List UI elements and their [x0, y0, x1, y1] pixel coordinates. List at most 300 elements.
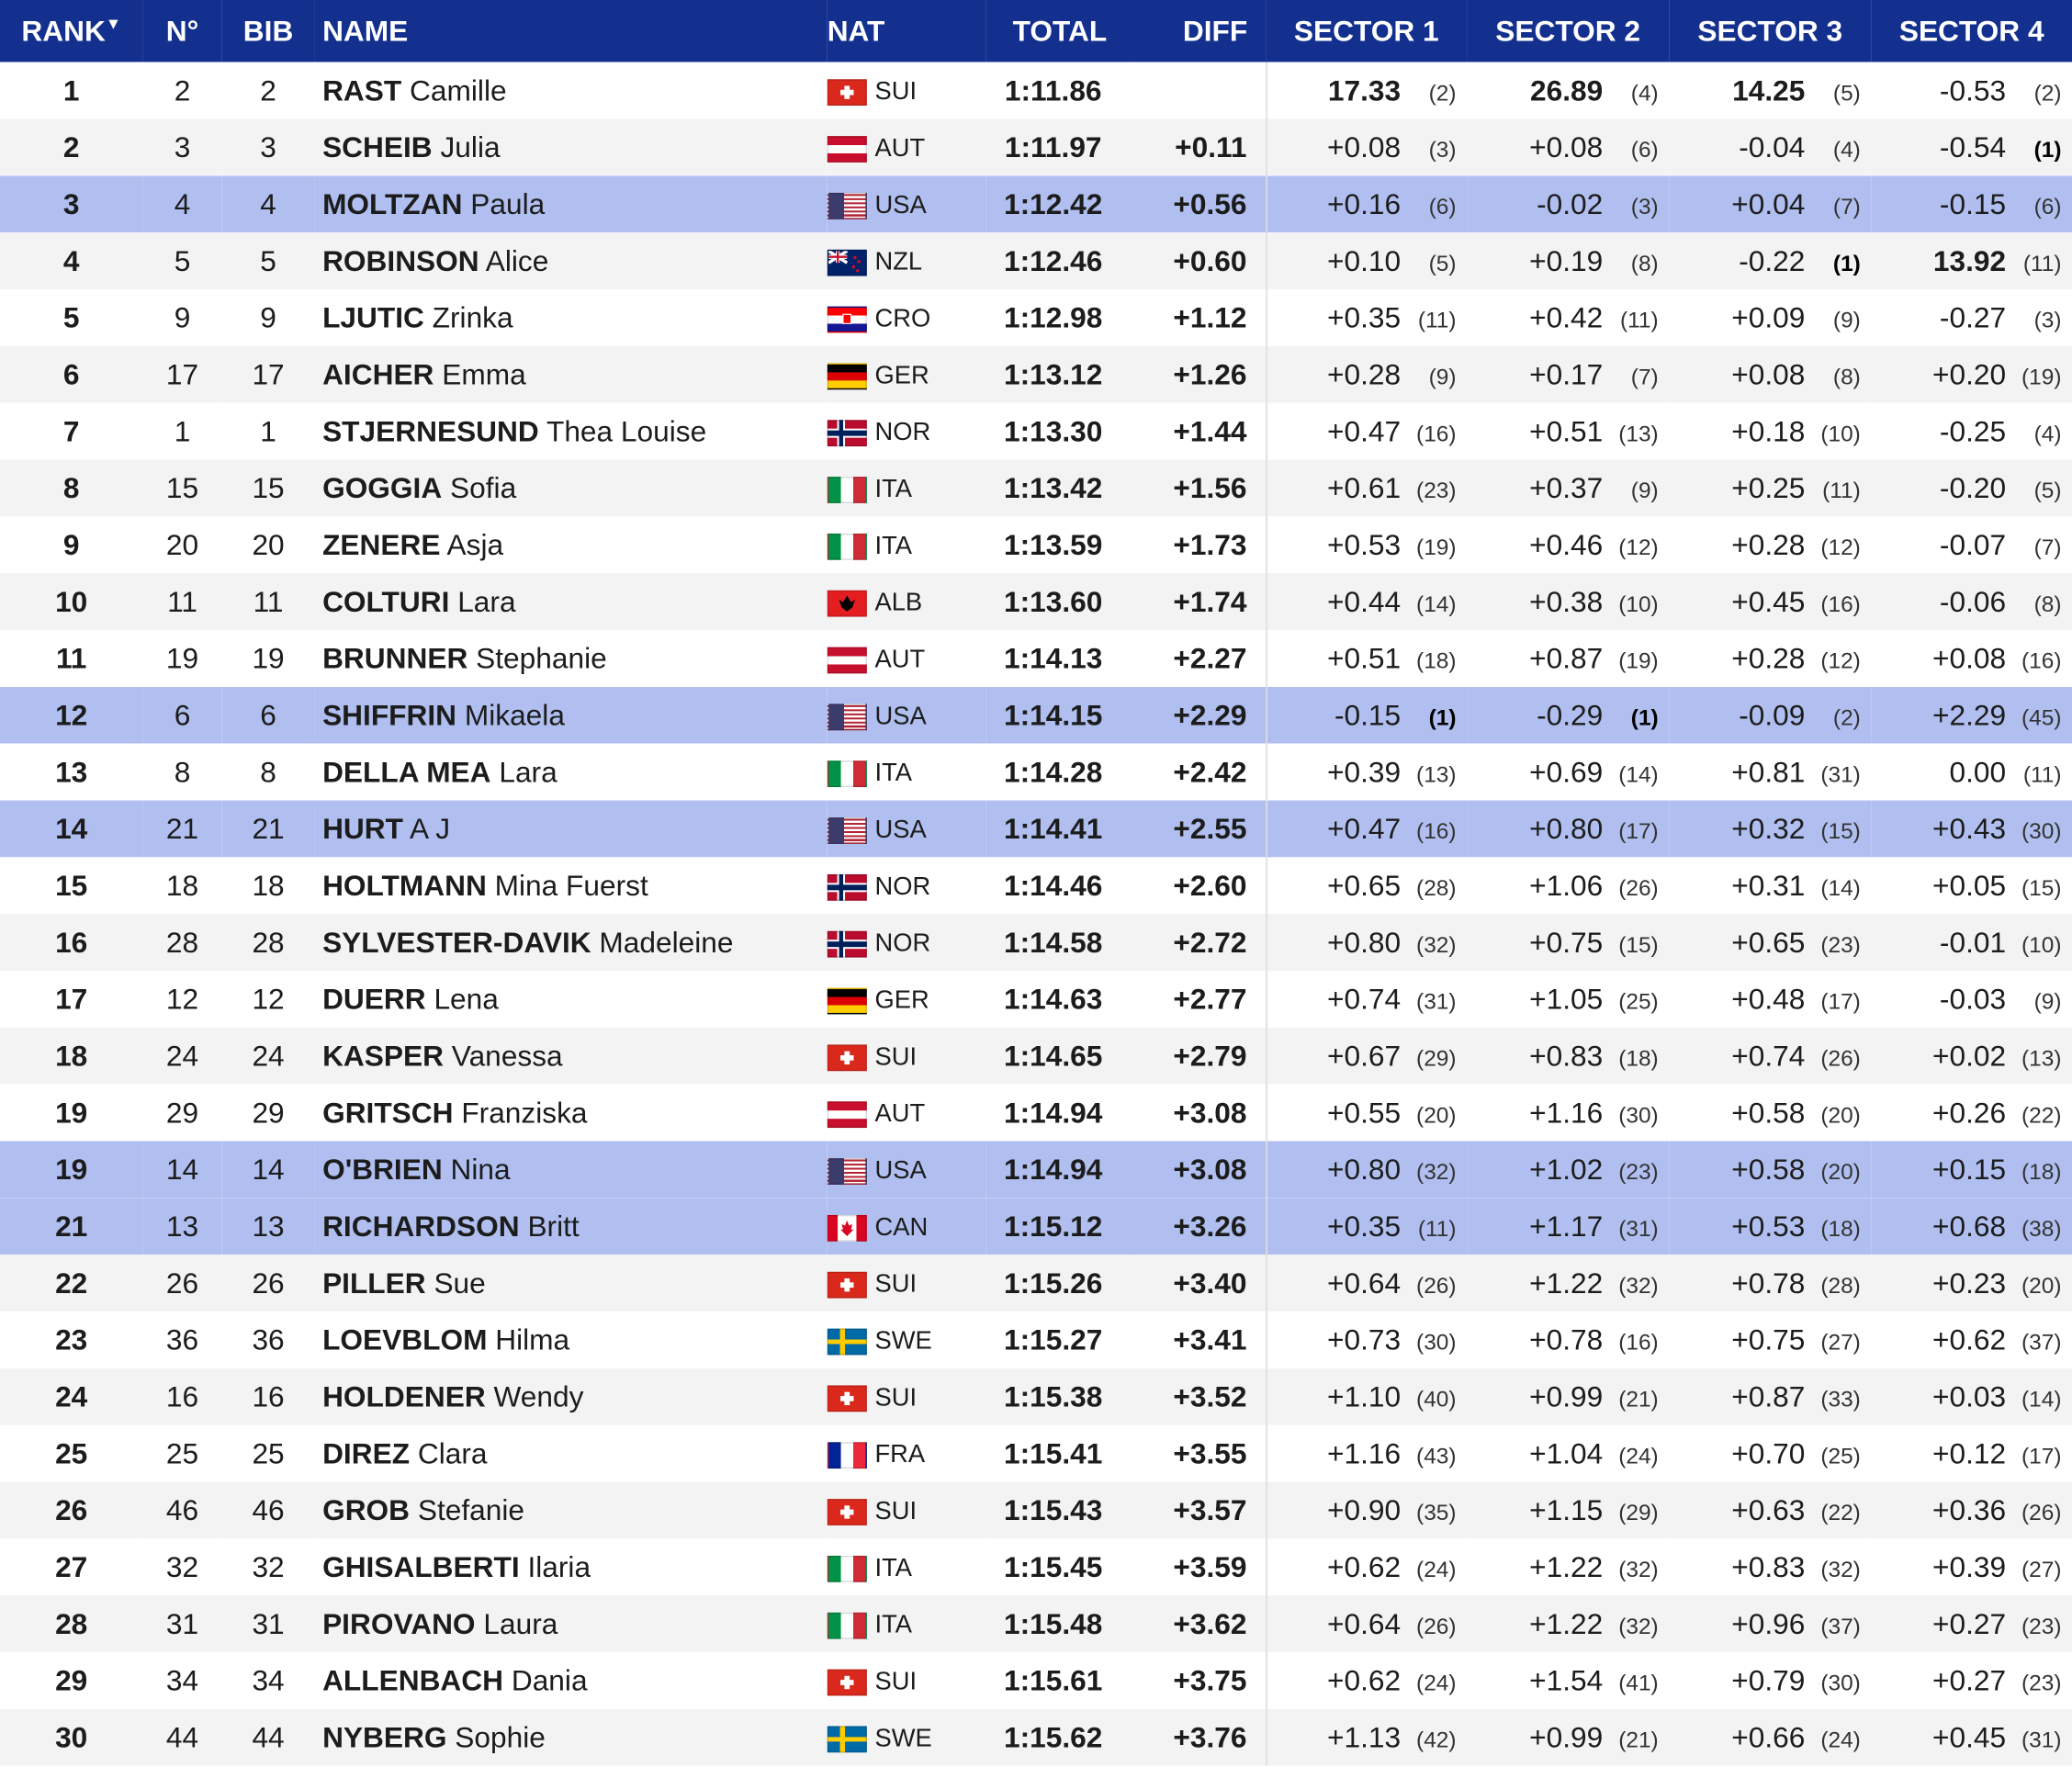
sector-rank: (5)	[1428, 250, 1457, 276]
athlete-surname: STJERNESUND	[322, 413, 539, 447]
athlete-name-cell[interactable]	[314, 232, 827, 289]
bib-cell: 20	[252, 527, 285, 561]
nation-cell	[828, 857, 986, 914]
sector-time: +0.80	[1327, 925, 1402, 959]
sector4-cell	[1871, 459, 2072, 516]
table-row[interactable]	[0, 1085, 2072, 1142]
rank-cell: 7	[62, 413, 80, 447]
sector-time: +0.58	[1731, 1095, 1806, 1129]
sector3-cell	[1669, 1595, 1871, 1652]
sector-rank: (11)	[1619, 307, 1659, 332]
sector-rank: (31)	[1820, 761, 1861, 787]
usa-flag-icon	[828, 703, 867, 730]
start-number-cell: 24	[165, 1038, 199, 1072]
start-number-cell: 3	[174, 129, 191, 163]
athlete-first-name: Sofia	[450, 470, 517, 504]
sector-time: +1.10	[1327, 1379, 1402, 1412]
sector4-cell	[1871, 1709, 2072, 1766]
sector-rank: (20)	[1820, 1158, 1861, 1185]
sector2-cell	[1467, 1481, 1669, 1538]
sector3-cell	[1669, 687, 1871, 744]
sui-flag-icon	[828, 1669, 867, 1695]
total-time-cell: 1:13.42	[1004, 470, 1103, 504]
athlete-name-cell[interactable]	[314, 516, 827, 573]
sector-rank: (37)	[1820, 1613, 1861, 1638]
sector2-cell	[1467, 573, 1669, 630]
table-row[interactable]	[0, 516, 2072, 573]
sector-time: +0.19	[1529, 243, 1604, 277]
bib-cell: 15	[252, 470, 285, 504]
sector3-cell	[1669, 573, 1871, 630]
number-column-header[interactable]: N°	[165, 14, 199, 48]
athlete-name-cell[interactable]	[314, 118, 827, 175]
nation-code: SUI	[874, 1269, 918, 1299]
rank-cell: 4	[62, 243, 80, 277]
sector2-cell	[1467, 289, 1669, 346]
sector-time: +0.58	[1731, 1152, 1806, 1186]
athlete-first-name: Lara	[457, 584, 516, 618]
table-header	[0, 0, 2072, 62]
start-number-cell: 12	[165, 982, 199, 1016]
sector-rank: (16)	[1416, 817, 1457, 844]
sector-rank: (32)	[1416, 1158, 1457, 1185]
athlete-name-cell[interactable]	[314, 744, 827, 801]
table-row[interactable]	[0, 1595, 2072, 1652]
sector-time: +0.39	[1327, 754, 1402, 788]
rank-cell: 10	[55, 584, 88, 618]
athlete-name-cell[interactable]	[314, 1652, 827, 1709]
bib-cell: 2	[260, 73, 276, 107]
athlete-surname: HURT	[322, 811, 403, 845]
start-number-cell: 1	[174, 413, 191, 447]
athlete-first-name: Lena	[434, 982, 499, 1016]
nation-code: SUI	[874, 1667, 918, 1695]
sector-time: +1.54	[1529, 1663, 1604, 1697]
sector-time: +0.69	[1529, 754, 1604, 788]
sector-time: +0.47	[1327, 413, 1402, 447]
athlete-surname: ROBINSON	[322, 243, 479, 277]
name-column-header[interactable]: NAME	[322, 14, 409, 48]
athlete-name-cell[interactable]	[314, 1538, 827, 1595]
sector-rank: (24)	[1820, 1727, 1861, 1752]
sector2-cell	[1467, 630, 1669, 687]
sector1-cell	[1266, 971, 1467, 1028]
sector-rank: (11)	[2022, 250, 2062, 276]
sector3-cell	[1669, 289, 1871, 346]
sector4-cell	[1871, 232, 2072, 289]
athlete-first-name: Clara	[417, 1435, 488, 1469]
athlete-name-cell[interactable]	[314, 403, 827, 460]
athlete-surname: ALLENBACH	[322, 1663, 504, 1697]
total-column-header[interactable]: TOTAL	[1012, 14, 1108, 48]
sector1-cell	[1266, 459, 1467, 516]
table-row[interactable]	[0, 1141, 2072, 1198]
start-number-cell: 34	[165, 1663, 199, 1697]
sector4-cell	[1871, 1481, 2072, 1538]
athlete-name-cell[interactable]	[314, 1198, 827, 1255]
sector4-cell	[1871, 630, 2072, 687]
table-row[interactable]	[0, 1481, 2072, 1538]
sector-rank: (19)	[1416, 534, 1457, 559]
sector-time: +0.08	[1529, 129, 1604, 163]
sector-time: +0.38	[1529, 584, 1604, 618]
sector-time: +0.73	[1327, 1322, 1402, 1356]
sector-time: +0.79	[1731, 1663, 1806, 1697]
sector-time: -0.07	[1939, 527, 2007, 561]
athlete-name-cell[interactable]	[314, 800, 827, 857]
sector1-cell	[1266, 744, 1467, 801]
sector-time: 26.89	[1530, 73, 1604, 107]
bib-cell: 3	[260, 129, 276, 163]
table-row[interactable]	[0, 1368, 2072, 1425]
sector4-column-header[interactable]: SECTOR 4	[1898, 14, 2044, 48]
table-row[interactable]	[0, 630, 2072, 687]
nation-cell	[828, 1538, 986, 1595]
nation-cell	[828, 1368, 986, 1425]
sector-time: +2.29	[1931, 697, 2007, 731]
table-row[interactable]	[0, 573, 2072, 630]
athlete-name-cell[interactable]	[314, 1368, 827, 1425]
sector-time: -0.15	[1334, 697, 1402, 731]
sector-time: -0.54	[1939, 129, 2007, 163]
athlete-first-name: Paula	[470, 186, 546, 220]
total-time-cell: 1:14.28	[1004, 754, 1103, 788]
sector-time: 14.25	[1732, 73, 1806, 107]
diff-cell	[1133, 62, 1266, 119]
start-number-cell: 5	[174, 243, 191, 277]
sector3-cell	[1669, 118, 1871, 175]
sector-rank: (7)	[1630, 364, 1659, 389]
sector-time: +1.15	[1529, 1492, 1604, 1526]
athlete-name-cell[interactable]	[314, 630, 827, 687]
start-number-cell: 20	[165, 527, 199, 561]
sector1-cell	[1266, 1198, 1467, 1255]
table-row[interactable]	[0, 175, 2072, 232]
diff-cell: +1.26	[1133, 346, 1266, 403]
athlete-first-name: Alice	[485, 243, 549, 277]
nation-cell	[828, 118, 986, 175]
nation-code: NOR	[874, 418, 931, 446]
sector-rank: (18)	[1416, 647, 1457, 673]
athlete-first-name: Lara	[499, 754, 557, 788]
athlete-first-name: Nina	[450, 1152, 511, 1186]
table-row[interactable]	[0, 403, 2072, 460]
table-row[interactable]	[0, 687, 2072, 744]
nor-flag-icon	[828, 930, 867, 957]
table-row[interactable]	[0, 118, 2072, 175]
table-row[interactable]	[0, 1425, 2072, 1482]
athlete-name-cell[interactable]	[314, 573, 827, 630]
sector-time: +0.17	[1529, 356, 1604, 390]
sector-time: +0.28	[1327, 356, 1402, 390]
table-row[interactable]	[0, 971, 2072, 1028]
sector-rank: (41)	[1618, 1670, 1659, 1695]
sector-rank: (30)	[1618, 1102, 1659, 1128]
table-row[interactable]	[0, 289, 2072, 346]
total-time-cell: 1:15.62	[1004, 1719, 1103, 1753]
cro-flag-icon	[828, 306, 867, 332]
nation-cell	[828, 1028, 986, 1085]
athlete-name-cell[interactable]	[314, 1425, 827, 1482]
nation-cell	[828, 1652, 986, 1709]
athlete-name-cell[interactable]	[314, 971, 827, 1028]
sector-time: +0.45	[1931, 1719, 2007, 1753]
diff-cell: +3.41	[1133, 1311, 1266, 1368]
sector-rank: (4)	[1630, 79, 1659, 106]
sector3-cell	[1669, 1028, 1871, 1085]
sector4-cell	[1871, 857, 2072, 914]
table-row[interactable]	[0, 1311, 2072, 1368]
sector-time: +0.83	[1529, 1038, 1604, 1072]
total-time-cell: 1:14.13	[1004, 641, 1103, 675]
sector-rank: (32)	[1618, 1613, 1659, 1638]
athlete-name-cell[interactable]	[314, 1481, 827, 1538]
sui-flag-icon	[828, 1271, 867, 1298]
sector-rank: (16)	[2021, 647, 2062, 673]
table-row[interactable]	[0, 800, 2072, 857]
sector-time: +0.78	[1731, 1266, 1806, 1300]
sector-rank: (8)	[1630, 250, 1659, 276]
table-row[interactable]	[0, 857, 2072, 914]
athlete-name-cell[interactable]	[314, 687, 827, 744]
usa-flag-icon	[828, 1158, 867, 1185]
sector2-cell	[1467, 1368, 1669, 1425]
athlete-name-cell[interactable]	[314, 62, 827, 119]
sui-flag-icon	[828, 79, 867, 106]
athlete-name-cell[interactable]	[314, 289, 827, 346]
sector-rank: (18)	[1618, 1045, 1659, 1071]
sector-rank: (11)	[1417, 1215, 1457, 1242]
sector-time: +0.65	[1327, 868, 1402, 902]
sector1-cell	[1266, 1368, 1467, 1425]
athlete-name-cell[interactable]	[314, 1595, 827, 1652]
nation-code: FRA	[874, 1440, 926, 1469]
sector-rank: (32)	[1820, 1556, 1861, 1582]
diff-column-header[interactable]: DIFF	[1182, 14, 1248, 48]
sector3-column-header[interactable]: SECTOR 3	[1697, 14, 1843, 48]
athlete-surname: HOLTMANN	[322, 868, 487, 902]
sector1-cell	[1266, 1085, 1467, 1142]
bib-cell: 34	[252, 1663, 285, 1697]
sector-rank: (10)	[1820, 421, 1861, 446]
athlete-name-cell[interactable]	[314, 459, 827, 516]
diff-cell: +3.76	[1133, 1709, 1266, 1766]
sector-rank: (12)	[1820, 534, 1861, 559]
sector1-column-header[interactable]: SECTOR 1	[1293, 14, 1439, 48]
table-row[interactable]	[0, 346, 2072, 403]
sector-rank: (17)	[1820, 988, 1861, 1014]
start-number-cell: 31	[165, 1606, 199, 1640]
athlete-name-cell[interactable]	[314, 857, 827, 914]
sector-time: +0.23	[1931, 1266, 2007, 1300]
sector-time: +0.65	[1731, 925, 1806, 959]
athlete-surname: KASPER	[322, 1038, 444, 1072]
sector-time: +1.13	[1327, 1719, 1402, 1753]
diff-cell: +1.44	[1133, 403, 1266, 460]
athlete-name-cell[interactable]	[314, 1085, 827, 1142]
sector-time: +0.43	[1931, 811, 2007, 845]
sector-time: +0.09	[1731, 300, 1806, 334]
athlete-first-name: Laura	[483, 1606, 558, 1640]
nation-cell	[828, 346, 986, 403]
sector-time: +0.35	[1327, 300, 1402, 334]
table-row[interactable]	[0, 1255, 2072, 1311]
sector2-cell	[1467, 516, 1669, 573]
athlete-first-name: Asja	[446, 527, 504, 561]
athlete-surname: PILLER	[322, 1266, 426, 1300]
start-number-cell: 2	[174, 73, 191, 107]
sector2-cell	[1467, 1198, 1669, 1255]
athlete-surname: COLTURI	[322, 584, 450, 618]
sector1-cell	[1266, 1028, 1467, 1085]
sector-rank: (6)	[1428, 193, 1457, 219]
sector2-cell	[1467, 403, 1669, 460]
sector-rank: (7)	[2033, 534, 2062, 559]
sector1-cell	[1266, 573, 1467, 630]
bib-cell: 4	[260, 186, 276, 220]
start-number-cell: 29	[165, 1095, 199, 1129]
nation-code: USA	[874, 702, 927, 730]
athlete-first-name: Wendy	[493, 1379, 584, 1412]
diff-cell: +2.27	[1133, 630, 1266, 687]
nation-cell	[828, 914, 986, 971]
nation-code: SUI	[874, 1042, 918, 1071]
nation-cell	[828, 630, 986, 687]
sector-rank: (26)	[1416, 1613, 1457, 1638]
rank-column-header[interactable]	[0, 0, 142, 62]
nation-code: ITA	[874, 1554, 912, 1582]
sector-rank: (3)	[2033, 307, 2062, 332]
sector-time: +0.99	[1529, 1719, 1604, 1753]
sector-time: +0.96	[1731, 1606, 1806, 1640]
sector-rank: (9)	[1630, 477, 1659, 503]
sector2-cell	[1467, 1311, 1669, 1368]
bib-cell: 11	[253, 584, 284, 618]
sector-rank: (14)	[1820, 874, 1861, 900]
sector-time: -0.04	[1739, 129, 1806, 163]
sector-time: +0.32	[1731, 811, 1806, 845]
nation-code: ALB	[874, 588, 923, 617]
rank-cell: 3	[62, 186, 80, 220]
table-row[interactable]	[0, 1709, 2072, 1766]
total-time-cell: 1:12.98	[1004, 300, 1103, 334]
rank-cell: 13	[55, 754, 88, 788]
athlete-name-cell[interactable]	[314, 1028, 827, 1085]
sector-time: 0.00	[1949, 754, 2007, 788]
sector2-cell	[1467, 175, 1669, 232]
athlete-name-cell[interactable]	[314, 346, 827, 403]
athlete-first-name: Stephanie	[476, 641, 607, 675]
table-row[interactable]	[0, 62, 2072, 119]
sector-rank: (17)	[1618, 817, 1659, 844]
athlete-name-cell[interactable]	[314, 1311, 827, 1368]
sector-time: +0.83	[1731, 1549, 1806, 1583]
sector-rank: (22)	[2021, 1102, 2062, 1128]
start-number-cell: 17	[165, 356, 199, 390]
nation-cell	[828, 459, 986, 516]
athlete-name-cell[interactable]	[314, 1141, 827, 1198]
sector-rank: (23)	[1820, 931, 1861, 957]
sector4-cell	[1871, 346, 2072, 403]
nation-cell	[828, 403, 986, 460]
rank-cell: 26	[55, 1492, 88, 1526]
start-number-cell: 32	[165, 1549, 199, 1583]
sector-time: +0.74	[1327, 982, 1402, 1016]
athlete-name-cell[interactable]	[314, 1709, 827, 1766]
sector2-column-header[interactable]: SECTOR 2	[1495, 14, 1641, 48]
table-row[interactable]	[0, 1028, 2072, 1085]
sector-time: +0.45	[1731, 584, 1806, 618]
athlete-surname: BRUNNER	[322, 641, 468, 675]
athlete-name-cell[interactable]	[314, 914, 827, 971]
rank-cell: 16	[55, 925, 88, 959]
sector-rank: (1)	[1428, 704, 1457, 730]
nation-column-header[interactable]: NAT	[827, 14, 885, 48]
sector-rank: (5)	[2033, 477, 2062, 503]
table-row[interactable]	[0, 1652, 2072, 1709]
athlete-name-cell[interactable]	[314, 175, 827, 232]
sector1-cell	[1266, 630, 1467, 687]
sector3-cell	[1669, 914, 1871, 971]
table-row[interactable]	[0, 459, 2072, 516]
sector-time: -0.22	[1739, 243, 1806, 277]
sector-rank: (11)	[2022, 761, 2062, 787]
athlete-first-name: Julia	[440, 129, 501, 163]
sector-rank: (13)	[1618, 421, 1659, 446]
sector-rank: (11)	[1417, 307, 1457, 332]
table-row[interactable]	[0, 1538, 2072, 1595]
sector-time: +1.02	[1529, 1152, 1604, 1186]
table-row[interactable]	[0, 1198, 2072, 1255]
sector-rank: (27)	[2021, 1556, 2062, 1582]
sector-rank: (21)	[1618, 1386, 1659, 1412]
sector2-cell	[1467, 118, 1669, 175]
athlete-surname: SYLVESTER-DAVIK	[322, 925, 591, 959]
nation-cell	[828, 744, 986, 801]
table-row[interactable]	[0, 914, 2072, 971]
sector2-cell	[1467, 346, 1669, 403]
sector1-cell	[1266, 346, 1467, 403]
sector-rank: (2)	[1832, 704, 1861, 730]
sector-rank: (2)	[2033, 79, 2062, 106]
sector-time: +0.12	[1931, 1435, 2007, 1469]
nation-cell	[828, 1425, 986, 1482]
athlete-surname: MOLTZAN	[322, 186, 463, 220]
rank-cell: 28	[55, 1606, 88, 1640]
swe-flag-icon	[828, 1328, 867, 1355]
bib-cell: 9	[260, 300, 276, 334]
sector-time: -0.02	[1537, 186, 1604, 220]
sector-rank: (29)	[1416, 1045, 1457, 1071]
sector3-cell	[1669, 971, 1871, 1028]
bib-column-header[interactable]: BIB	[242, 14, 294, 48]
table-row[interactable]	[0, 744, 2072, 801]
sector2-cell	[1467, 971, 1669, 1028]
table-row[interactable]	[0, 232, 2072, 289]
nation-cell	[828, 1481, 986, 1538]
athlete-first-name: A J	[410, 811, 451, 845]
nation-cell	[828, 800, 986, 857]
sector-rank: (13)	[1416, 761, 1457, 787]
sector4-cell	[1871, 516, 2072, 573]
sector-time: +0.28	[1731, 641, 1806, 675]
total-time-cell: 1:12.46	[1004, 243, 1103, 277]
bib-cell: 14	[252, 1152, 285, 1186]
sector-time: +0.08	[1931, 641, 2007, 675]
ita-flag-icon	[828, 1612, 867, 1638]
sector1-cell	[1266, 289, 1467, 346]
athlete-name-cell[interactable]	[314, 1255, 827, 1311]
